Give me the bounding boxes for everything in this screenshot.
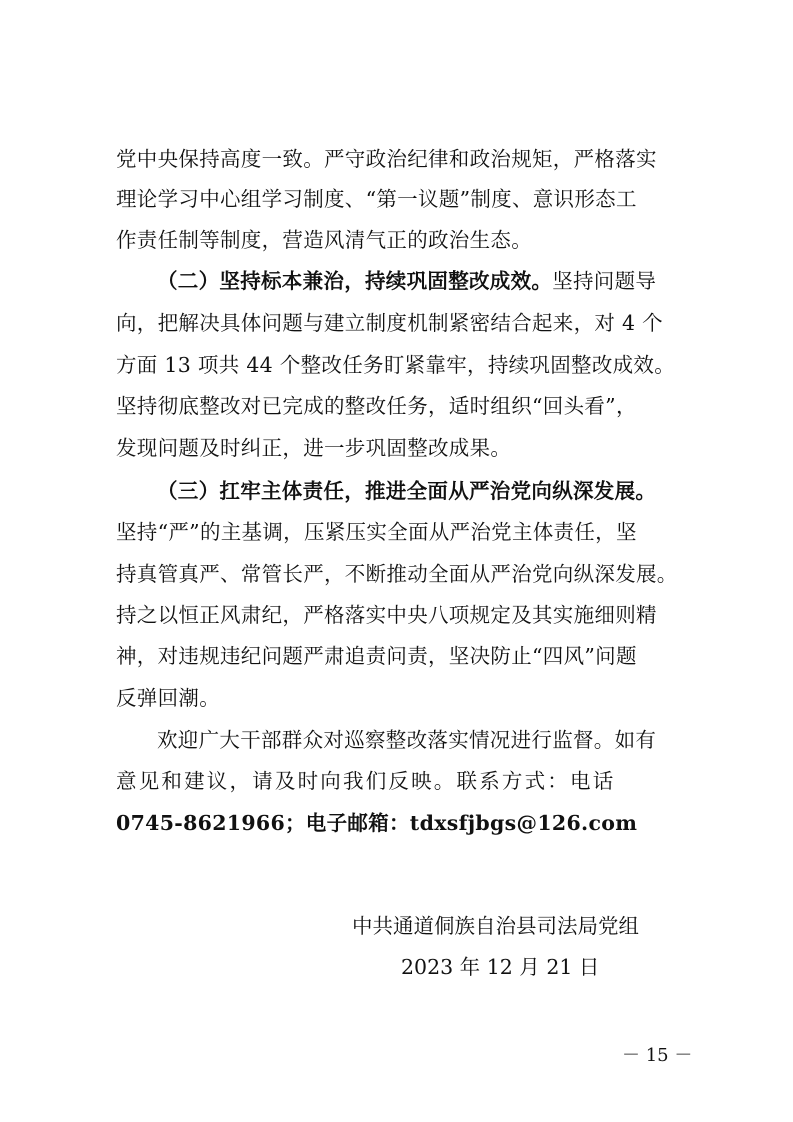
para3-line-6: 反弹回潮。 [116, 686, 220, 710]
page-number: － 15 － [622, 1045, 693, 1066]
para3-heading: （三）扛牢主体责任，推进全面从严治党向纵深发展。 [157, 479, 657, 503]
para4-line-3: 0745-8621966；电子邮箱：tdxsfjbgs@126.com [116, 811, 638, 835]
para3-line-5: 神，对违规违纪问题严肃追责问责，坚决防止“四风”问题 [116, 644, 637, 668]
para4-line-1: 欢迎广大干部群众对巡察整改落实情况进行监督。如有 [157, 728, 657, 752]
para4-line-2: 意见和建议，请及时向我们反映。联系方式：电话 [116, 769, 616, 793]
para1-line-1: 党中央保持高度一致。严守政治纪律和政治规矩，严格落实 [116, 147, 657, 171]
para1-line-2: 理论学习中心组学习制度、“第一议题”制度、意识形态工 [116, 187, 637, 211]
para2-line-2: 向，把解决具体问题与建立制度机制紧密结合起来，对 4 个 [116, 311, 663, 335]
para2-line1-rest: 坚持问题导 [552, 269, 657, 293]
para3-line-2: 坚持“严”的主基调，压紧压实全面从严治党主体责任，坚 [116, 520, 637, 544]
para2-line-5: 发现问题及时纠正，进一步巩固整改成果。 [116, 436, 512, 460]
para3-line-3: 持真管真严、常管长严，不断推动全面从严治党向纵深发展。 [116, 562, 678, 586]
para2-line-3: 方面 13 项共 44 个整改任务盯紧靠牢，持续巩固整改成效。 [116, 353, 676, 377]
signature-organization: 中共通道侗族自治县司法局党组 [352, 914, 639, 938]
signature-date: 2023 年 12 月 21 日 [401, 955, 600, 979]
para2-line-1 [157, 268, 727, 294]
para1-line-3: 作责任制等制度，营造风清气正的政治生态。 [116, 228, 532, 252]
para2-heading: （二）坚持标本兼治，持续巩固整改成效。 [157, 269, 553, 293]
para3-line-4: 持之以恒正风肃纪，严格落实中央八项规定及其实施细则精 [116, 603, 657, 627]
para2-line-4: 坚持彻底整改对已完成的整改任务，适时组织“回头看”， [116, 394, 637, 418]
